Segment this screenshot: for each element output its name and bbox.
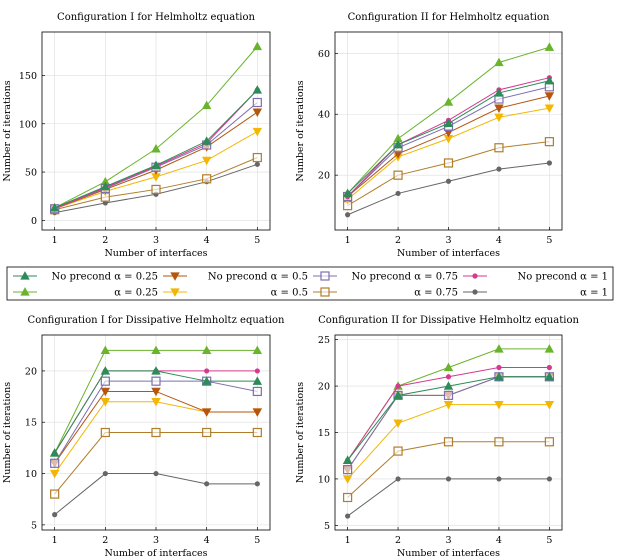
legend-label: No precond α = 0.75 bbox=[351, 271, 458, 283]
x-axis-label: Number of interfaces bbox=[396, 248, 501, 259]
x-axis-label: Number of interfaces bbox=[104, 248, 208, 259]
legend bbox=[7, 267, 613, 300]
data-point bbox=[495, 144, 503, 152]
x-tick-label: 3 bbox=[445, 535, 452, 546]
legend-marker bbox=[321, 272, 329, 280]
x-tick-label: 4 bbox=[495, 235, 502, 246]
y-tick-label: 20 bbox=[317, 170, 330, 182]
data-point bbox=[343, 476, 351, 484]
x-tick-label: 3 bbox=[152, 535, 160, 546]
legend-label: No precond α = 1 bbox=[517, 271, 608, 283]
data-point bbox=[495, 114, 503, 122]
data-point bbox=[205, 369, 209, 373]
legend-marker bbox=[473, 274, 477, 278]
data-point bbox=[545, 438, 553, 446]
data-point bbox=[101, 429, 109, 437]
x-tick-label: 4 bbox=[203, 235, 210, 246]
y-tick-label: 5 bbox=[30, 520, 37, 532]
data-point bbox=[446, 375, 450, 379]
data-point bbox=[203, 175, 211, 183]
data-point bbox=[253, 154, 261, 162]
data-point bbox=[253, 387, 261, 395]
data-point bbox=[495, 105, 503, 113]
chart-title: Configuration I for Dissipative Helmholtz equation bbox=[27, 315, 285, 326]
data-point bbox=[152, 377, 160, 385]
data-point bbox=[344, 494, 352, 502]
y-tick-label: 15 bbox=[317, 428, 330, 439]
legend-marker bbox=[473, 290, 477, 294]
data-point bbox=[255, 369, 259, 373]
data-point bbox=[205, 482, 209, 486]
data-point bbox=[203, 429, 211, 437]
data-point bbox=[253, 429, 261, 437]
data-point bbox=[497, 167, 501, 171]
data-point bbox=[445, 159, 453, 167]
data-point bbox=[446, 477, 450, 481]
data-point bbox=[255, 162, 259, 166]
y-tick-label: 25 bbox=[317, 335, 330, 347]
data-point bbox=[396, 191, 400, 195]
data-point bbox=[51, 459, 59, 467]
data-point bbox=[547, 365, 551, 369]
chart-panel bbox=[295, 315, 579, 556]
data-point bbox=[253, 86, 261, 94]
data-point bbox=[396, 384, 400, 388]
data-point bbox=[497, 477, 501, 481]
x-axis-label: Number of interfaces bbox=[104, 548, 208, 556]
x-tick-label: 5 bbox=[254, 235, 261, 246]
data-point bbox=[497, 365, 501, 369]
data-point bbox=[547, 477, 551, 481]
data-point bbox=[545, 43, 553, 51]
y-tick-label: 20 bbox=[317, 381, 330, 393]
data-point bbox=[394, 171, 402, 179]
data-point bbox=[445, 391, 453, 399]
data-point bbox=[253, 109, 261, 117]
data-point bbox=[394, 447, 402, 455]
chart-panel bbox=[295, 12, 562, 259]
legend-label: α = 1 bbox=[580, 287, 608, 299]
data-point bbox=[346, 213, 350, 217]
chart-panel bbox=[2, 12, 270, 259]
data-point bbox=[53, 513, 57, 517]
data-point bbox=[444, 363, 452, 371]
y-tick-label: 10 bbox=[317, 474, 330, 486]
x-tick-label: 2 bbox=[102, 535, 109, 546]
data-point bbox=[545, 138, 553, 146]
x-tick-label: 4 bbox=[203, 535, 210, 546]
data-point bbox=[495, 438, 503, 446]
x-tick-label: 1 bbox=[51, 235, 58, 246]
y-axis-label: Number of iterations bbox=[2, 80, 13, 182]
chart-title: Configuration I for Helmholtz equation bbox=[57, 12, 255, 23]
data-point bbox=[344, 466, 352, 474]
y-tick-label: 100 bbox=[18, 119, 37, 131]
data-point bbox=[103, 471, 107, 475]
data-point bbox=[444, 98, 452, 106]
data-point bbox=[253, 99, 261, 107]
legend-label: α = 0.5 bbox=[270, 287, 308, 299]
y-tick-label: 10 bbox=[24, 469, 37, 481]
y-tick-label: 20 bbox=[24, 366, 37, 378]
data-point bbox=[152, 185, 160, 193]
y-axis-label: Number of iterations bbox=[295, 80, 306, 182]
x-tick-label: 3 bbox=[152, 235, 160, 246]
x-tick-label: 1 bbox=[344, 535, 351, 546]
x-tick-label: 5 bbox=[546, 535, 553, 546]
data-point bbox=[547, 161, 551, 165]
data-point bbox=[346, 514, 350, 518]
chart-title: Configuration II for Helmholtz equation bbox=[347, 12, 550, 23]
data-point bbox=[50, 470, 58, 478]
x-tick-label: 4 bbox=[495, 535, 502, 546]
y-axis-label: Number of iterations bbox=[2, 381, 13, 484]
legend-label: No precond α = 0.5 bbox=[207, 271, 308, 283]
legend-label: α = 0.25 bbox=[114, 287, 158, 299]
data-point bbox=[445, 438, 453, 446]
chart-panel bbox=[2, 315, 285, 556]
legend-label: No precond α = 0.25 bbox=[51, 271, 158, 283]
x-tick-label: 1 bbox=[344, 235, 351, 246]
y-tick-label: 15 bbox=[24, 417, 37, 429]
data-point bbox=[202, 157, 210, 165]
x-tick-label: 2 bbox=[395, 235, 402, 246]
x-tick-label: 5 bbox=[254, 535, 261, 546]
y-tick-label: 60 bbox=[317, 48, 330, 60]
data-point bbox=[152, 429, 160, 437]
x-tick-label: 2 bbox=[395, 535, 402, 546]
y-tick-label: 40 bbox=[317, 109, 330, 121]
data-point bbox=[396, 477, 400, 481]
y-tick-label: 50 bbox=[24, 167, 37, 179]
chart-title: Configuration II for Dissipative Helmholtz equation bbox=[318, 315, 579, 326]
x-axis-label: Number of interfaces bbox=[396, 548, 501, 556]
data-point bbox=[51, 490, 59, 498]
data-point bbox=[253, 128, 261, 136]
legend-marker bbox=[321, 288, 329, 296]
y-axis-label: Number of iterations bbox=[295, 381, 306, 484]
legend-label: α = 0.75 bbox=[414, 287, 458, 299]
data-point bbox=[101, 377, 109, 385]
data-point bbox=[255, 482, 259, 486]
data-point bbox=[154, 471, 158, 475]
x-tick-label: 3 bbox=[445, 235, 452, 246]
y-tick-label: 150 bbox=[18, 70, 37, 82]
data-point bbox=[545, 77, 553, 85]
x-tick-label: 5 bbox=[546, 235, 553, 246]
data-point bbox=[50, 449, 58, 457]
data-point bbox=[446, 179, 450, 183]
x-tick-label: 2 bbox=[102, 235, 109, 246]
y-tick-label: 0 bbox=[30, 215, 37, 227]
y-tick-label: 5 bbox=[323, 520, 330, 532]
x-tick-label: 1 bbox=[51, 535, 58, 546]
data-point bbox=[253, 42, 261, 50]
